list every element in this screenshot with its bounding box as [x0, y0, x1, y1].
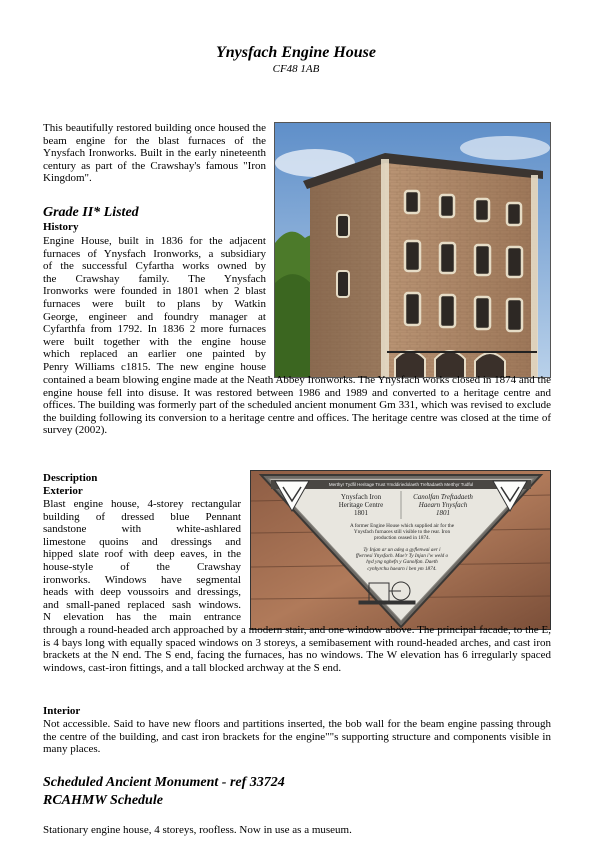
history-line: the Crawshay family. The Ynysfach — [43, 272, 266, 285]
description-heading: Description — [43, 472, 98, 484]
history-line: furnaces of Ynysfach Ironworks, a subsidiary — [43, 247, 266, 260]
plaque-welsh-title: Canolfan Treftadaeth Haearn Ynysfach 1801 — [413, 493, 473, 517]
history-line: Ironworks were founded in 1801 when 2 blast — [43, 285, 266, 298]
exterior-line: and small-paned replaced sash windows. — [43, 598, 241, 611]
monument-heading: Scheduled Ancient Monument - ref 33724 — [43, 775, 285, 790]
history-line: of the successful Cyfartha works owned by — [43, 260, 266, 273]
monument-text: Stationary engine house, 4 storeys, roofless. Now in use as a museum. — [43, 824, 352, 836]
exterior-line: N elevation has the main entrance — [43, 611, 241, 624]
engine-house-photo — [274, 122, 551, 378]
history-line: Engine House, built in 1836 for the adjacent — [43, 235, 266, 247]
exterior-column — [43, 498, 241, 624]
history-line: Cyfarthfa from 1792. In 1836 2 more furnaces — [43, 323, 266, 336]
exterior-line: limestone quoins and dressings and — [43, 535, 241, 548]
history-column — [43, 235, 266, 374]
heritage-plaque-photo — [250, 470, 551, 630]
exterior-line: hipped slate roof with deep eaves, in the — [43, 548, 241, 561]
plaque-top-line: Merthyr Tydfil Heritage Trust Ymddiriedolaeth Treftadaeth Merthyr Tudful — [328, 482, 474, 487]
history-heading: History — [43, 221, 79, 233]
engine-house-illustration — [275, 123, 551, 378]
history-line: George, engineer and foundry manager at — [43, 310, 266, 323]
exterior-line: sandstone with white-ashlared — [43, 523, 241, 536]
intro-paragraph: This beautifully restored building once housed the beam engine for the blast furnaces of the Ynysfach Ironworks. Built in the early nineteenth century as part of the Crawshay's famous "Iron Kingdom". — [43, 122, 266, 185]
exterior-line: house-style of the Crawshay — [43, 560, 241, 573]
history-line: furnaces were built to plans by Watkin — [43, 297, 266, 310]
exterior-line: ironworks. Windows have segmental — [43, 573, 241, 586]
exterior-line: Blast engine house, 4-storey rectangular — [43, 498, 241, 510]
grade-heading: Grade II* Listed — [43, 205, 139, 220]
exterior-line: heads with deep voussoirs and dressings, — [43, 586, 241, 599]
exterior-heading: Exterior — [43, 485, 83, 497]
history-continued: contained a beam blowing engine made at the Neath Abbey Ironworks. The Ynysfach works closed in 1874 and the engine house fell into disuse. It was restored between 1986 and 1989 and converted to a heritage centre and offices. The building was formerly part of the scheduled ancient monument Gm 331, which was revised to exclude the building following its conversion to a heritage centre and offices. The heritage centre was closed at the time of survey (2002). — [43, 374, 551, 437]
exterior-continued: through a round-headed arch approached by a modern stair, and one window above. The principal facade, to the E, is 4 bays long with equally spaced windows on 3 storeys, a semibasement with round-headed arches, and cast iron brackets at the N end. The S end, facing the furnaces, has no windows. The W elevation has 6 irregularly spaced windows, cast-iron fittings, and a tall blocked archway at the S end. — [43, 624, 551, 674]
history-line: which replaced an earlier one painted by — [43, 348, 266, 361]
plaque-welsh-text: Ty Injan ar un adeg a gyflenwai aer i ffwrnesi Ynysfach. Mae'r Ty Injan i'w weld o hyd yng nghefn y Ganolfan. Daeth cynhyrchu haearn i ben ym 1874. — [355, 547, 449, 572]
monument-subheading: RCAHMW Schedule — [43, 793, 163, 808]
interior-paragraph: Not accessible. Said to have new floors and partitions inserted, the bob wall for the beam engine passing through the centre of the building, and cast iron brackets for the engine""s supporting structure and components visible in many places. — [43, 718, 551, 756]
postcode: CF48 1AB — [272, 63, 320, 75]
exterior-line: building of dressed blue Pennant — [43, 510, 241, 523]
page-title: Ynysfach Engine House — [215, 44, 376, 61]
plaque-english-title: Ynysfach Iron Heritage Centre 1801 — [338, 493, 384, 517]
history-line: were built together with the engine house — [43, 335, 266, 348]
plaque-english-text: A former Engine House which supplied air for the Ynysfach furnaces still visible to the rear. Iron production ceased in 1874. — [349, 523, 454, 542]
history-line: Penry Williams c1815. The new engine house — [43, 360, 266, 373]
interior-heading: Interior — [43, 705, 81, 717]
